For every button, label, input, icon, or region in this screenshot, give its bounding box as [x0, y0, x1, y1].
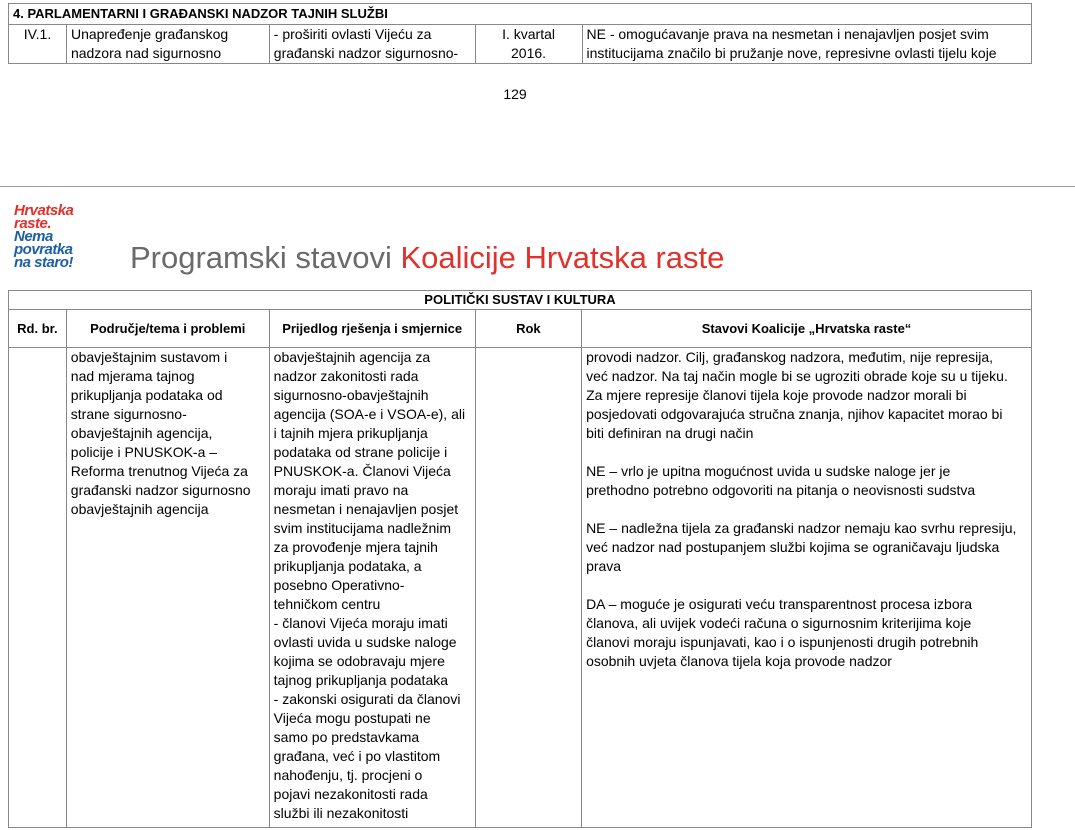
text-line: službi ili nezakonitosti	[273, 805, 409, 821]
text-line: samo po predstavkama	[273, 729, 420, 745]
text-line: Vijeća mogu postupati ne	[273, 710, 431, 726]
text-line: - proširiti ovlasti Vijeću za	[273, 26, 432, 42]
paragraph-gap	[586, 500, 1027, 519]
position-cell	[582, 348, 1032, 828]
text-line: pojavi nezakonitosti rada	[273, 786, 428, 802]
text-line: tehničkom centru	[273, 596, 381, 612]
text-line: članovi moraju ispunjavati, kao i o ispunjenosti drugih potrebnih	[586, 634, 979, 650]
text-line: provodi nadzor. Cilj, građanskog nadzora, međutim, nije represija,	[586, 349, 994, 365]
banner-prefix: Programski stavovi	[130, 240, 401, 275]
text-line: već nadzor nad postupanjem službi kojima se ograničavaju ljudska	[586, 539, 1000, 555]
logo-line: Hrvatska	[14, 202, 74, 219]
logo-line: Nema	[14, 228, 53, 245]
text-line: nad mjerama tajnog	[70, 368, 195, 384]
header-deadline: Rok	[475, 310, 581, 348]
coalition-logo	[14, 204, 73, 269]
text-line: NE – vrlo je upitna mogućnost uvida u sudske naloge jer je	[586, 463, 951, 479]
text-line: obavještajnim sustavom i	[70, 349, 228, 365]
text-line: I. kvartal	[502, 26, 555, 42]
text-line: za provođenje mjera tajnih	[273, 539, 438, 555]
text-line: podataka od strane policije i	[273, 444, 448, 460]
previous-page-table	[8, 3, 1032, 64]
table-row	[9, 25, 1032, 64]
text-line: Za mjere represije članovi tijela koje provode nadzor morali bi	[586, 387, 967, 403]
text-line: prikupljanja podataka, a	[273, 558, 422, 574]
proposal-cell	[269, 348, 475, 828]
text-line: građana, već i po vlastitom	[273, 748, 441, 764]
header-proposal: Prijedlog rješenja i smjernice	[269, 310, 475, 348]
table-row	[9, 348, 1032, 828]
logo-line: na staro!	[14, 254, 73, 271]
page-divider	[0, 186, 1075, 187]
paragraph-gap	[586, 443, 1027, 462]
text-line: nadzor zakonitosti rada	[273, 368, 419, 384]
text-line: NE - omogućavanje prava na nesmetan i nenajavljen posjet svim	[586, 26, 989, 42]
text-line: osobnih uvjeta članova tijela koja provode nadzor	[586, 653, 892, 669]
header-position: Stavovi Koalicije „Hrvatska raste“	[582, 310, 1032, 348]
text-line: DA – moguće je osigurati veću transparentnost procesa izbora	[586, 596, 973, 612]
text-line: i tajnih mjera prikupljanja	[273, 425, 428, 441]
logo-line: raste.	[14, 215, 52, 232]
text-line: posebno Operativno-	[273, 577, 405, 593]
position-cell	[582, 25, 1032, 64]
text-line: Unapređenje građanskog	[70, 26, 229, 42]
banner-highlight: Koalicije Hrvatska raste	[400, 240, 725, 275]
page-banner	[130, 240, 724, 276]
text-line: ovlasti uvida u sudske naloge	[273, 634, 457, 650]
text-line: prethodno potrebno odgovoriti na pitanja o neovisnosti sudstva	[586, 482, 976, 498]
page-number: 129	[503, 86, 527, 102]
header-text: Rd. br.	[17, 321, 58, 336]
text-line: članova, ali uvijek vodeći računa o sigurnosnim kriterijima koje	[586, 615, 972, 631]
text-line: već nadzor. Na taj način mogle bi se ugroziti obrade koje su u tijeku.	[586, 368, 1008, 384]
text-line: - članovi Vijeća moraju imati	[273, 615, 448, 631]
text-line: PNUSKOK-a. Članovi Vijeća	[273, 463, 451, 479]
text-line: obavještajnih agencija	[70, 501, 209, 517]
text-line: policije i PNUSKOK-a –	[70, 444, 218, 460]
text-line: nahođenju, tj. procjeni o	[273, 767, 423, 783]
table-title: POLITIČKI SUSTAV I KULTURA	[9, 291, 1032, 310]
text-line: nesmetan i nenajavljen posjet	[273, 501, 459, 517]
program-table	[8, 290, 1032, 828]
header-area: Područje/tema i problemi	[66, 310, 269, 348]
text-line: prikupljanja podataka od	[70, 387, 223, 403]
text-line: sigurnosno-obavještajnih	[273, 387, 429, 403]
area-cell	[66, 25, 269, 64]
header-num	[9, 310, 67, 348]
text-line: biti definiran na drugi način	[586, 425, 754, 441]
row-number: IV.1.	[9, 25, 67, 64]
text-line: kojima se odobravaju mjere	[273, 653, 445, 669]
section-title: 4. PARLAMENTARNI I GRAĐANSKI NADZOR TAJNIH SLUŽBI	[9, 4, 1032, 25]
text-line: - zakonski osigurati da članovi	[273, 691, 461, 707]
deadline-cell	[475, 348, 581, 828]
area-cell	[66, 348, 269, 828]
text-line: svim institucijama nadležnim	[273, 520, 452, 536]
paragraph-gap	[586, 576, 1027, 595]
text-line: 2016.	[511, 45, 547, 61]
text-line: posjedovati odgovarajuća stručna znanja, njihov kapacitet morao bi	[586, 406, 1003, 422]
text-line: moraju imati pravo na	[273, 482, 409, 498]
proposal-cell	[269, 25, 475, 64]
text-line: prava	[586, 558, 622, 574]
text-line: tajnog prikupljanja podataka	[273, 672, 449, 688]
text-line: građanski nadzor sigurnosno	[70, 482, 251, 498]
text-line: Reforma trenutnog Vijeća za	[70, 463, 248, 479]
logo-line: povratka	[14, 241, 73, 258]
text-line: obavještajnih agencija,	[70, 425, 213, 441]
text-line: NE – nadležna tijela za građanski nadzor nemaju kao svrhu represiju,	[586, 520, 1017, 536]
text-line: strane sigurnosno-	[70, 406, 187, 422]
deadline-cell	[475, 25, 582, 64]
text-line: agencija (SOA-e i VSOA-e), ali	[273, 406, 466, 422]
text-line: nadzora nad sigurnosno	[70, 45, 222, 61]
text-line: institucijama značilo bi pružanje nove, represivne ovlasti tijelu koje	[586, 45, 997, 61]
text-line: obavještajnih agencija za	[273, 349, 431, 365]
row-number	[9, 348, 67, 828]
text-line: građanski nadzor sigurnosno-	[273, 45, 459, 61]
